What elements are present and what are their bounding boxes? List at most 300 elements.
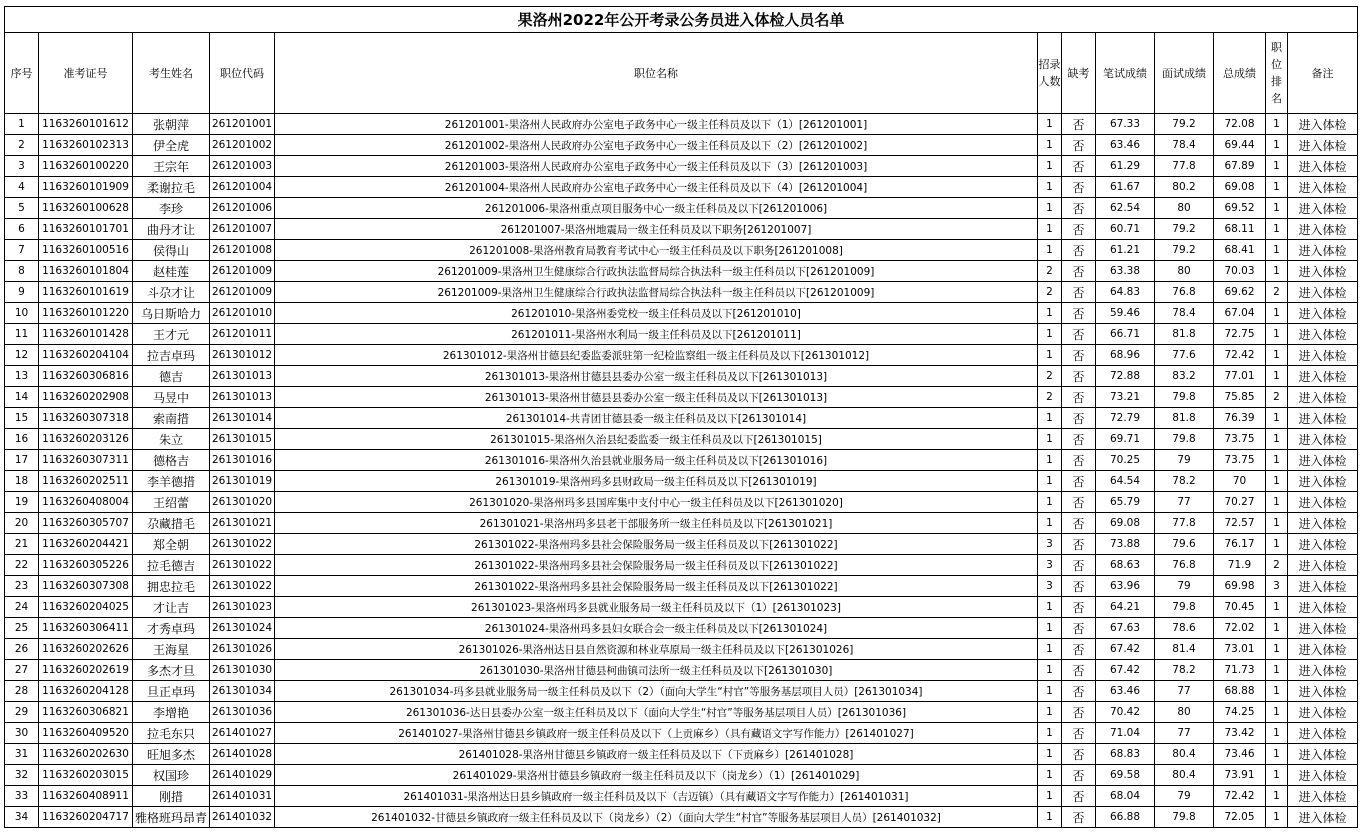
cell-exam-id: 1163260202908: [39, 387, 133, 408]
cell-quota: 2: [1038, 282, 1062, 303]
cell-seq: 12: [5, 345, 39, 366]
cell-interview: 79.8: [1155, 429, 1214, 450]
table-row: [5, 702, 1358, 723]
cell-name: 才让吉: [133, 597, 210, 618]
cell-exam-id: 1163260305707: [39, 513, 133, 534]
cell-interview: 80.2: [1155, 177, 1214, 198]
cell-seq: 26: [5, 639, 39, 660]
cell-name: 才秀卓玛: [133, 618, 210, 639]
cell-name: 朱立: [133, 429, 210, 450]
cell-rank: 1: [1266, 198, 1288, 219]
cell-written: 61.21: [1096, 240, 1155, 261]
cell-pos-name: 261301019-果洛州玛多县财政局一级主任科员及以下[261301019]: [275, 471, 1038, 492]
table-row: [5, 471, 1358, 492]
cell-total: 73.42: [1214, 723, 1266, 744]
cell-rank: 1: [1266, 345, 1288, 366]
cell-exam-id: 1163260203126: [39, 429, 133, 450]
cell-interview: 77: [1155, 723, 1214, 744]
cell-written: 63.96: [1096, 576, 1155, 597]
cell-interview: 78.2: [1155, 660, 1214, 681]
cell-exam-id: 1163260306411: [39, 618, 133, 639]
cell-seq: 28: [5, 681, 39, 702]
cell-pos-code: 261201007: [210, 219, 275, 240]
cell-interview: 78.4: [1155, 135, 1214, 156]
cell-written: 64.21: [1096, 597, 1155, 618]
cell-remark: 进入体检: [1288, 534, 1358, 555]
cell-pos-code: 261301013: [210, 387, 275, 408]
cell-name: 刚措: [133, 786, 210, 807]
cell-rank: 1: [1266, 786, 1288, 807]
cell-remark: 进入体检: [1288, 660, 1358, 681]
cell-name: 郑全朝: [133, 534, 210, 555]
cell-pos-name: 261201004-果洛州人民政府办公室电子政务中心一级主任科员及以下（4）[261201004]: [275, 177, 1038, 198]
cell-rank: 1: [1266, 513, 1288, 534]
cell-exam-id: 1163260100516: [39, 240, 133, 261]
table-row: [5, 681, 1358, 702]
cell-seq: 15: [5, 408, 39, 429]
cell-pos-code: 261301015: [210, 429, 275, 450]
table-row: [5, 198, 1358, 219]
cell-name: 德吉: [133, 366, 210, 387]
cell-quota: 1: [1038, 219, 1062, 240]
cell-pos-name: 261201008-果洛州教育局教育考试中心一级主任科员及以下职务[261201008]: [275, 240, 1038, 261]
cell-absent: 否: [1062, 513, 1096, 534]
cell-exam-id: 1163260101909: [39, 177, 133, 198]
cell-written: 68.96: [1096, 345, 1155, 366]
cell-total: 67.89: [1214, 156, 1266, 177]
cell-absent: 否: [1062, 450, 1096, 471]
cell-exam-id: 1163260101220: [39, 303, 133, 324]
cell-written: 73.88: [1096, 534, 1155, 555]
cell-pos-code: 261401031: [210, 786, 275, 807]
cell-absent: 否: [1062, 534, 1096, 555]
cell-exam-id: 1163260307318: [39, 408, 133, 429]
cell-name: 柔谢拉毛: [133, 177, 210, 198]
cell-exam-id: 1163260202626: [39, 639, 133, 660]
cell-remark: 进入体检: [1288, 324, 1358, 345]
cell-total: 69.62: [1214, 282, 1266, 303]
cell-pos-name: 261301022-果洛州玛多县社会保险服务局一级主任科员及以下[261301022]: [275, 534, 1038, 555]
cell-absent: 否: [1062, 492, 1096, 513]
cell-written: 64.54: [1096, 471, 1155, 492]
cell-remark: 进入体检: [1288, 513, 1358, 534]
cell-remark: 进入体检: [1288, 681, 1358, 702]
cell-remark: 进入体检: [1288, 807, 1358, 828]
cell-absent: 否: [1062, 135, 1096, 156]
cell-seq: 9: [5, 282, 39, 303]
cell-quota: 1: [1038, 786, 1062, 807]
cell-seq: 34: [5, 807, 39, 828]
cell-quota: 1: [1038, 345, 1062, 366]
cell-quota: 1: [1038, 660, 1062, 681]
table-row: [5, 723, 1358, 744]
cell-pos-name: 261301022-果洛州玛多县社会保险服务局一级主任科员及以下[261301022]: [275, 555, 1038, 576]
cell-interview: 81.4: [1155, 639, 1214, 660]
cell-pos-code: 261201010: [210, 303, 275, 324]
cell-remark: 进入体检: [1288, 471, 1358, 492]
cell-quota: 1: [1038, 807, 1062, 828]
cell-pos-name: 261301013-果洛州甘德县县委办公室一级主任科员及以下[261301013]: [275, 387, 1038, 408]
cell-interview: 79: [1155, 576, 1214, 597]
cell-remark: 进入体检: [1288, 555, 1358, 576]
cell-quota: 1: [1038, 765, 1062, 786]
cell-remark: 进入体检: [1288, 786, 1358, 807]
cell-pos-name: 261301016-果洛州久治县就业服务局一级主任科员及以下[261301016]: [275, 450, 1038, 471]
cell-pos-code: 261301012: [210, 345, 275, 366]
cell-pos-name: 261201003-果洛州人民政府办公室电子政务中心一级主任科员及以下（3）[261201003]: [275, 156, 1038, 177]
cell-seq: 13: [5, 366, 39, 387]
cell-seq: 10: [5, 303, 39, 324]
table-row: [5, 555, 1358, 576]
cell-interview: 77: [1155, 492, 1214, 513]
col-header-interview: 面试成绩: [1155, 33, 1214, 114]
cell-written: 70.42: [1096, 702, 1155, 723]
cell-pos-code: 261301030: [210, 660, 275, 681]
cell-exam-id: 1163260100628: [39, 198, 133, 219]
results-table: [4, 6, 1358, 828]
cell-pos-code: 261301023: [210, 597, 275, 618]
cell-interview: 79.8: [1155, 387, 1214, 408]
cell-absent: 否: [1062, 639, 1096, 660]
cell-total: 67.04: [1214, 303, 1266, 324]
cell-interview: 78.6: [1155, 618, 1214, 639]
cell-remark: 进入体检: [1288, 114, 1358, 135]
cell-pos-code: 261301013: [210, 366, 275, 387]
cell-total: 73.75: [1214, 450, 1266, 471]
cell-exam-id: 1163260409520: [39, 723, 133, 744]
col-header-pos-name: 职位名称: [275, 33, 1038, 114]
cell-absent: 否: [1062, 114, 1096, 135]
cell-pos-name: 261301030-果洛州甘德县柯曲镇司法所一级主任科员及以下[261301030]: [275, 660, 1038, 681]
cell-written: 68.63: [1096, 555, 1155, 576]
cell-seq: 22: [5, 555, 39, 576]
cell-interview: 79: [1155, 786, 1214, 807]
cell-absent: 否: [1062, 786, 1096, 807]
cell-name: 权国珍: [133, 765, 210, 786]
cell-total: 70.03: [1214, 261, 1266, 282]
cell-pos-code: 261301022: [210, 576, 275, 597]
cell-written: 61.67: [1096, 177, 1155, 198]
cell-total: 72.02: [1214, 618, 1266, 639]
table-row: [5, 765, 1358, 786]
cell-rank: 1: [1266, 156, 1288, 177]
cell-total: 69.98: [1214, 576, 1266, 597]
cell-pos-name: 261201009-果洛州卫生健康综合行政执法监督局综合执法科一级主任科员以下[261201009]: [275, 282, 1038, 303]
cell-name: 德格吉: [133, 450, 210, 471]
cell-exam-id: 1163260305226: [39, 555, 133, 576]
cell-absent: 否: [1062, 324, 1096, 345]
cell-remark: 进入体检: [1288, 303, 1358, 324]
cell-interview: 79.2: [1155, 240, 1214, 261]
cell-written: 63.46: [1096, 135, 1155, 156]
cell-total: 76.17: [1214, 534, 1266, 555]
cell-pos-code: 261201011: [210, 324, 275, 345]
cell-interview: 79: [1155, 450, 1214, 471]
cell-remark: 进入体检: [1288, 387, 1358, 408]
cell-quota: 1: [1038, 408, 1062, 429]
cell-rank: 1: [1266, 177, 1288, 198]
cell-total: 72.05: [1214, 807, 1266, 828]
cell-written: 70.25: [1096, 450, 1155, 471]
cell-pos-code: 261301036: [210, 702, 275, 723]
cell-remark: 进入体检: [1288, 198, 1358, 219]
cell-pos-code: 261201002: [210, 135, 275, 156]
table-row: [5, 576, 1358, 597]
cell-name: 王才元: [133, 324, 210, 345]
cell-pos-code: 261201001: [210, 114, 275, 135]
cell-pos-name: 261401032-甘德县乡镇政府一级主任科员及以下（岗龙乡）（2）（面向大学生“村官”等服务基层项目人员）[261401032]: [275, 807, 1038, 828]
cell-total: 68.41: [1214, 240, 1266, 261]
cell-pos-name: 261301012-果洛州甘德县纪委监委派驻第一纪检监察组一级主任科员及以下[261301012]: [275, 345, 1038, 366]
cell-written: 68.83: [1096, 744, 1155, 765]
cell-name: 尕藏措毛: [133, 513, 210, 534]
col-header-seq: 序号: [5, 33, 39, 114]
cell-total: 72.75: [1214, 324, 1266, 345]
cell-total: 69.08: [1214, 177, 1266, 198]
cell-absent: 否: [1062, 660, 1096, 681]
cell-remark: 进入体检: [1288, 618, 1358, 639]
cell-total: 69.44: [1214, 135, 1266, 156]
cell-remark: 进入体检: [1288, 156, 1358, 177]
cell-total: 72.08: [1214, 114, 1266, 135]
cell-quota: 1: [1038, 429, 1062, 450]
cell-exam-id: 1163260204128: [39, 681, 133, 702]
cell-absent: 否: [1062, 387, 1096, 408]
cell-interview: 77.8: [1155, 156, 1214, 177]
cell-seq: 30: [5, 723, 39, 744]
cell-name: 王海星: [133, 639, 210, 660]
cell-seq: 11: [5, 324, 39, 345]
cell-seq: 3: [5, 156, 39, 177]
cell-name: 李珍: [133, 198, 210, 219]
cell-pos-code: 261301022: [210, 555, 275, 576]
cell-absent: 否: [1062, 282, 1096, 303]
cell-exam-id: 1163260101428: [39, 324, 133, 345]
cell-quota: 2: [1038, 261, 1062, 282]
cell-remark: 进入体检: [1288, 450, 1358, 471]
cell-interview: 80.4: [1155, 744, 1214, 765]
cell-name: 拉毛德吉: [133, 555, 210, 576]
results-sheet: [4, 6, 1357, 828]
cell-written: 65.79: [1096, 492, 1155, 513]
table-row: [5, 807, 1358, 828]
cell-rank: 1: [1266, 135, 1288, 156]
cell-pos-name: 261301034-玛多县就业服务局一级主任科员及以下（2）（面向大学生“村官”等服务基层项目人员）[261301034]: [275, 681, 1038, 702]
cell-absent: 否: [1062, 366, 1096, 387]
col-header-rank: 职位排名: [1266, 33, 1288, 114]
cell-pos-code: 261301016: [210, 450, 275, 471]
cell-quota: 1: [1038, 135, 1062, 156]
cell-total: 72.57: [1214, 513, 1266, 534]
cell-exam-id: 1163260204717: [39, 807, 133, 828]
cell-rank: 1: [1266, 219, 1288, 240]
cell-absent: 否: [1062, 408, 1096, 429]
cell-remark: 进入体检: [1288, 261, 1358, 282]
cell-absent: 否: [1062, 681, 1096, 702]
table-row: [5, 450, 1358, 471]
cell-remark: 进入体检: [1288, 135, 1358, 156]
cell-seq: 5: [5, 198, 39, 219]
cell-name: 马昱中: [133, 387, 210, 408]
cell-remark: 进入体检: [1288, 240, 1358, 261]
cell-absent: 否: [1062, 177, 1096, 198]
cell-total: 68.88: [1214, 681, 1266, 702]
cell-name: 侯得山: [133, 240, 210, 261]
table-row: [5, 618, 1358, 639]
cell-seq: 18: [5, 471, 39, 492]
cell-seq: 27: [5, 660, 39, 681]
cell-interview: 77: [1155, 681, 1214, 702]
cell-quota: 1: [1038, 198, 1062, 219]
table-row: [5, 156, 1358, 177]
cell-total: 73.46: [1214, 744, 1266, 765]
table-row: [5, 324, 1358, 345]
cell-exam-id: 1163260408004: [39, 492, 133, 513]
cell-name: 赵桂莲: [133, 261, 210, 282]
cell-interview: 76.8: [1155, 555, 1214, 576]
cell-quota: 1: [1038, 114, 1062, 135]
cell-pos-code: 261301020: [210, 492, 275, 513]
cell-seq: 8: [5, 261, 39, 282]
cell-written: 69.08: [1096, 513, 1155, 534]
cell-rank: 1: [1266, 303, 1288, 324]
col-header-exam-id: 准考证号: [39, 33, 133, 114]
cell-interview: 77.6: [1155, 345, 1214, 366]
cell-pos-code: 261201009: [210, 282, 275, 303]
cell-written: 69.71: [1096, 429, 1155, 450]
cell-quota: 1: [1038, 240, 1062, 261]
cell-remark: 进入体检: [1288, 177, 1358, 198]
cell-rank: 3: [1266, 576, 1288, 597]
table-row: [5, 744, 1358, 765]
cell-total: 75.85: [1214, 387, 1266, 408]
cell-absent: 否: [1062, 345, 1096, 366]
table-row: [5, 639, 1358, 660]
cell-exam-id: 1163260101701: [39, 219, 133, 240]
table-row: [5, 282, 1358, 303]
cell-seq: 19: [5, 492, 39, 513]
cell-rank: 1: [1266, 681, 1288, 702]
cell-seq: 1: [5, 114, 39, 135]
cell-pos-name: 261201002-果洛州人民政府办公室电子政务中心一级主任科员及以下（2）[261201002]: [275, 135, 1038, 156]
cell-pos-name: 261201010-果洛州委党校一级主任科员及以下[261201010]: [275, 303, 1038, 324]
cell-remark: 进入体检: [1288, 492, 1358, 513]
cell-written: 67.42: [1096, 660, 1155, 681]
cell-absent: 否: [1062, 429, 1096, 450]
cell-absent: 否: [1062, 240, 1096, 261]
cell-rank: 1: [1266, 114, 1288, 135]
cell-written: 60.71: [1096, 219, 1155, 240]
cell-total: 73.91: [1214, 765, 1266, 786]
cell-quota: 3: [1038, 576, 1062, 597]
cell-total: 77.01: [1214, 366, 1266, 387]
cell-written: 71.04: [1096, 723, 1155, 744]
cell-quota: 1: [1038, 639, 1062, 660]
cell-exam-id: 1163260204104: [39, 345, 133, 366]
cell-name: 索南措: [133, 408, 210, 429]
cell-exam-id: 1163260101612: [39, 114, 133, 135]
cell-total: 74.25: [1214, 702, 1266, 723]
cell-pos-name: 261301036-达日县委办公室一级主任科员及以下（面向大学生“村官”等服务基层项目人员）[261301036]: [275, 702, 1038, 723]
cell-rank: 1: [1266, 471, 1288, 492]
cell-absent: 否: [1062, 744, 1096, 765]
cell-pos-code: 261301014: [210, 408, 275, 429]
cell-written: 67.42: [1096, 639, 1155, 660]
cell-rank: 1: [1266, 618, 1288, 639]
table-row: [5, 135, 1358, 156]
cell-pos-name: 261401028-果洛州甘德县乡镇政府一级主任科员及以下（下贡麻乡）[261401028]: [275, 744, 1038, 765]
cell-remark: 进入体检: [1288, 366, 1358, 387]
cell-pos-name: 261301022-果洛州玛多县社会保险服务局一级主任科员及以下[261301022]: [275, 576, 1038, 597]
cell-seq: 17: [5, 450, 39, 471]
col-header-absent: 缺考: [1062, 33, 1096, 114]
cell-name: 拥忠拉毛: [133, 576, 210, 597]
cell-absent: 否: [1062, 156, 1096, 177]
cell-interview: 80: [1155, 261, 1214, 282]
cell-interview: 80: [1155, 702, 1214, 723]
cell-absent: 否: [1062, 261, 1096, 282]
cell-pos-name: 261201011-果洛州水利局一级主任科员及以下[261201011]: [275, 324, 1038, 345]
cell-name: 王宗年: [133, 156, 210, 177]
cell-interview: 79.2: [1155, 219, 1214, 240]
cell-exam-id: 1163260203015: [39, 765, 133, 786]
cell-name: 李羊德措: [133, 471, 210, 492]
cell-quota: 1: [1038, 492, 1062, 513]
cell-total: 70.27: [1214, 492, 1266, 513]
cell-pos-name: 261201009-果洛州卫生健康综合行政执法监督局综合执法科一级主任科员以下[261201009]: [275, 261, 1038, 282]
cell-interview: 79.2: [1155, 114, 1214, 135]
cell-rank: 2: [1266, 282, 1288, 303]
cell-name: 旺旭多杰: [133, 744, 210, 765]
cell-rank: 1: [1266, 660, 1288, 681]
cell-rank: 1: [1266, 261, 1288, 282]
cell-remark: 进入体检: [1288, 408, 1358, 429]
header-row: [5, 33, 1358, 114]
cell-exam-id: 1163260307308: [39, 576, 133, 597]
cell-exam-id: 1163260307311: [39, 450, 133, 471]
cell-absent: 否: [1062, 219, 1096, 240]
cell-absent: 否: [1062, 303, 1096, 324]
table-row: [5, 597, 1358, 618]
cell-absent: 否: [1062, 618, 1096, 639]
cell-written: 67.33: [1096, 114, 1155, 135]
table-row: [5, 261, 1358, 282]
cell-exam-id: 1163260408911: [39, 786, 133, 807]
page-title: 果洛州2022年公开考录公务员进入体检人员名单: [5, 7, 1358, 33]
cell-written: 67.63: [1096, 618, 1155, 639]
cell-quota: 1: [1038, 681, 1062, 702]
cell-exam-id: 1163260101804: [39, 261, 133, 282]
cell-total: 72.42: [1214, 786, 1266, 807]
cell-seq: 31: [5, 744, 39, 765]
cell-absent: 否: [1062, 807, 1096, 828]
table-row: [5, 303, 1358, 324]
cell-exam-id: 1163260102313: [39, 135, 133, 156]
table-row: [5, 387, 1358, 408]
cell-total: 73.01: [1214, 639, 1266, 660]
cell-pos-code: 261201003: [210, 156, 275, 177]
cell-rank: 1: [1266, 429, 1288, 450]
cell-exam-id: 1163260306816: [39, 366, 133, 387]
cell-written: 73.21: [1096, 387, 1155, 408]
table-row: [5, 240, 1358, 261]
cell-name: 王绍蕾: [133, 492, 210, 513]
cell-total: 69.52: [1214, 198, 1266, 219]
cell-name: 多杰才旦: [133, 660, 210, 681]
cell-quota: 1: [1038, 744, 1062, 765]
cell-rank: 1: [1266, 597, 1288, 618]
cell-pos-name: 261401027-果洛州甘德县乡镇政府一级主任科员及以下（上贡麻乡）（具有藏语文字写作能力）[261401027]: [275, 723, 1038, 744]
